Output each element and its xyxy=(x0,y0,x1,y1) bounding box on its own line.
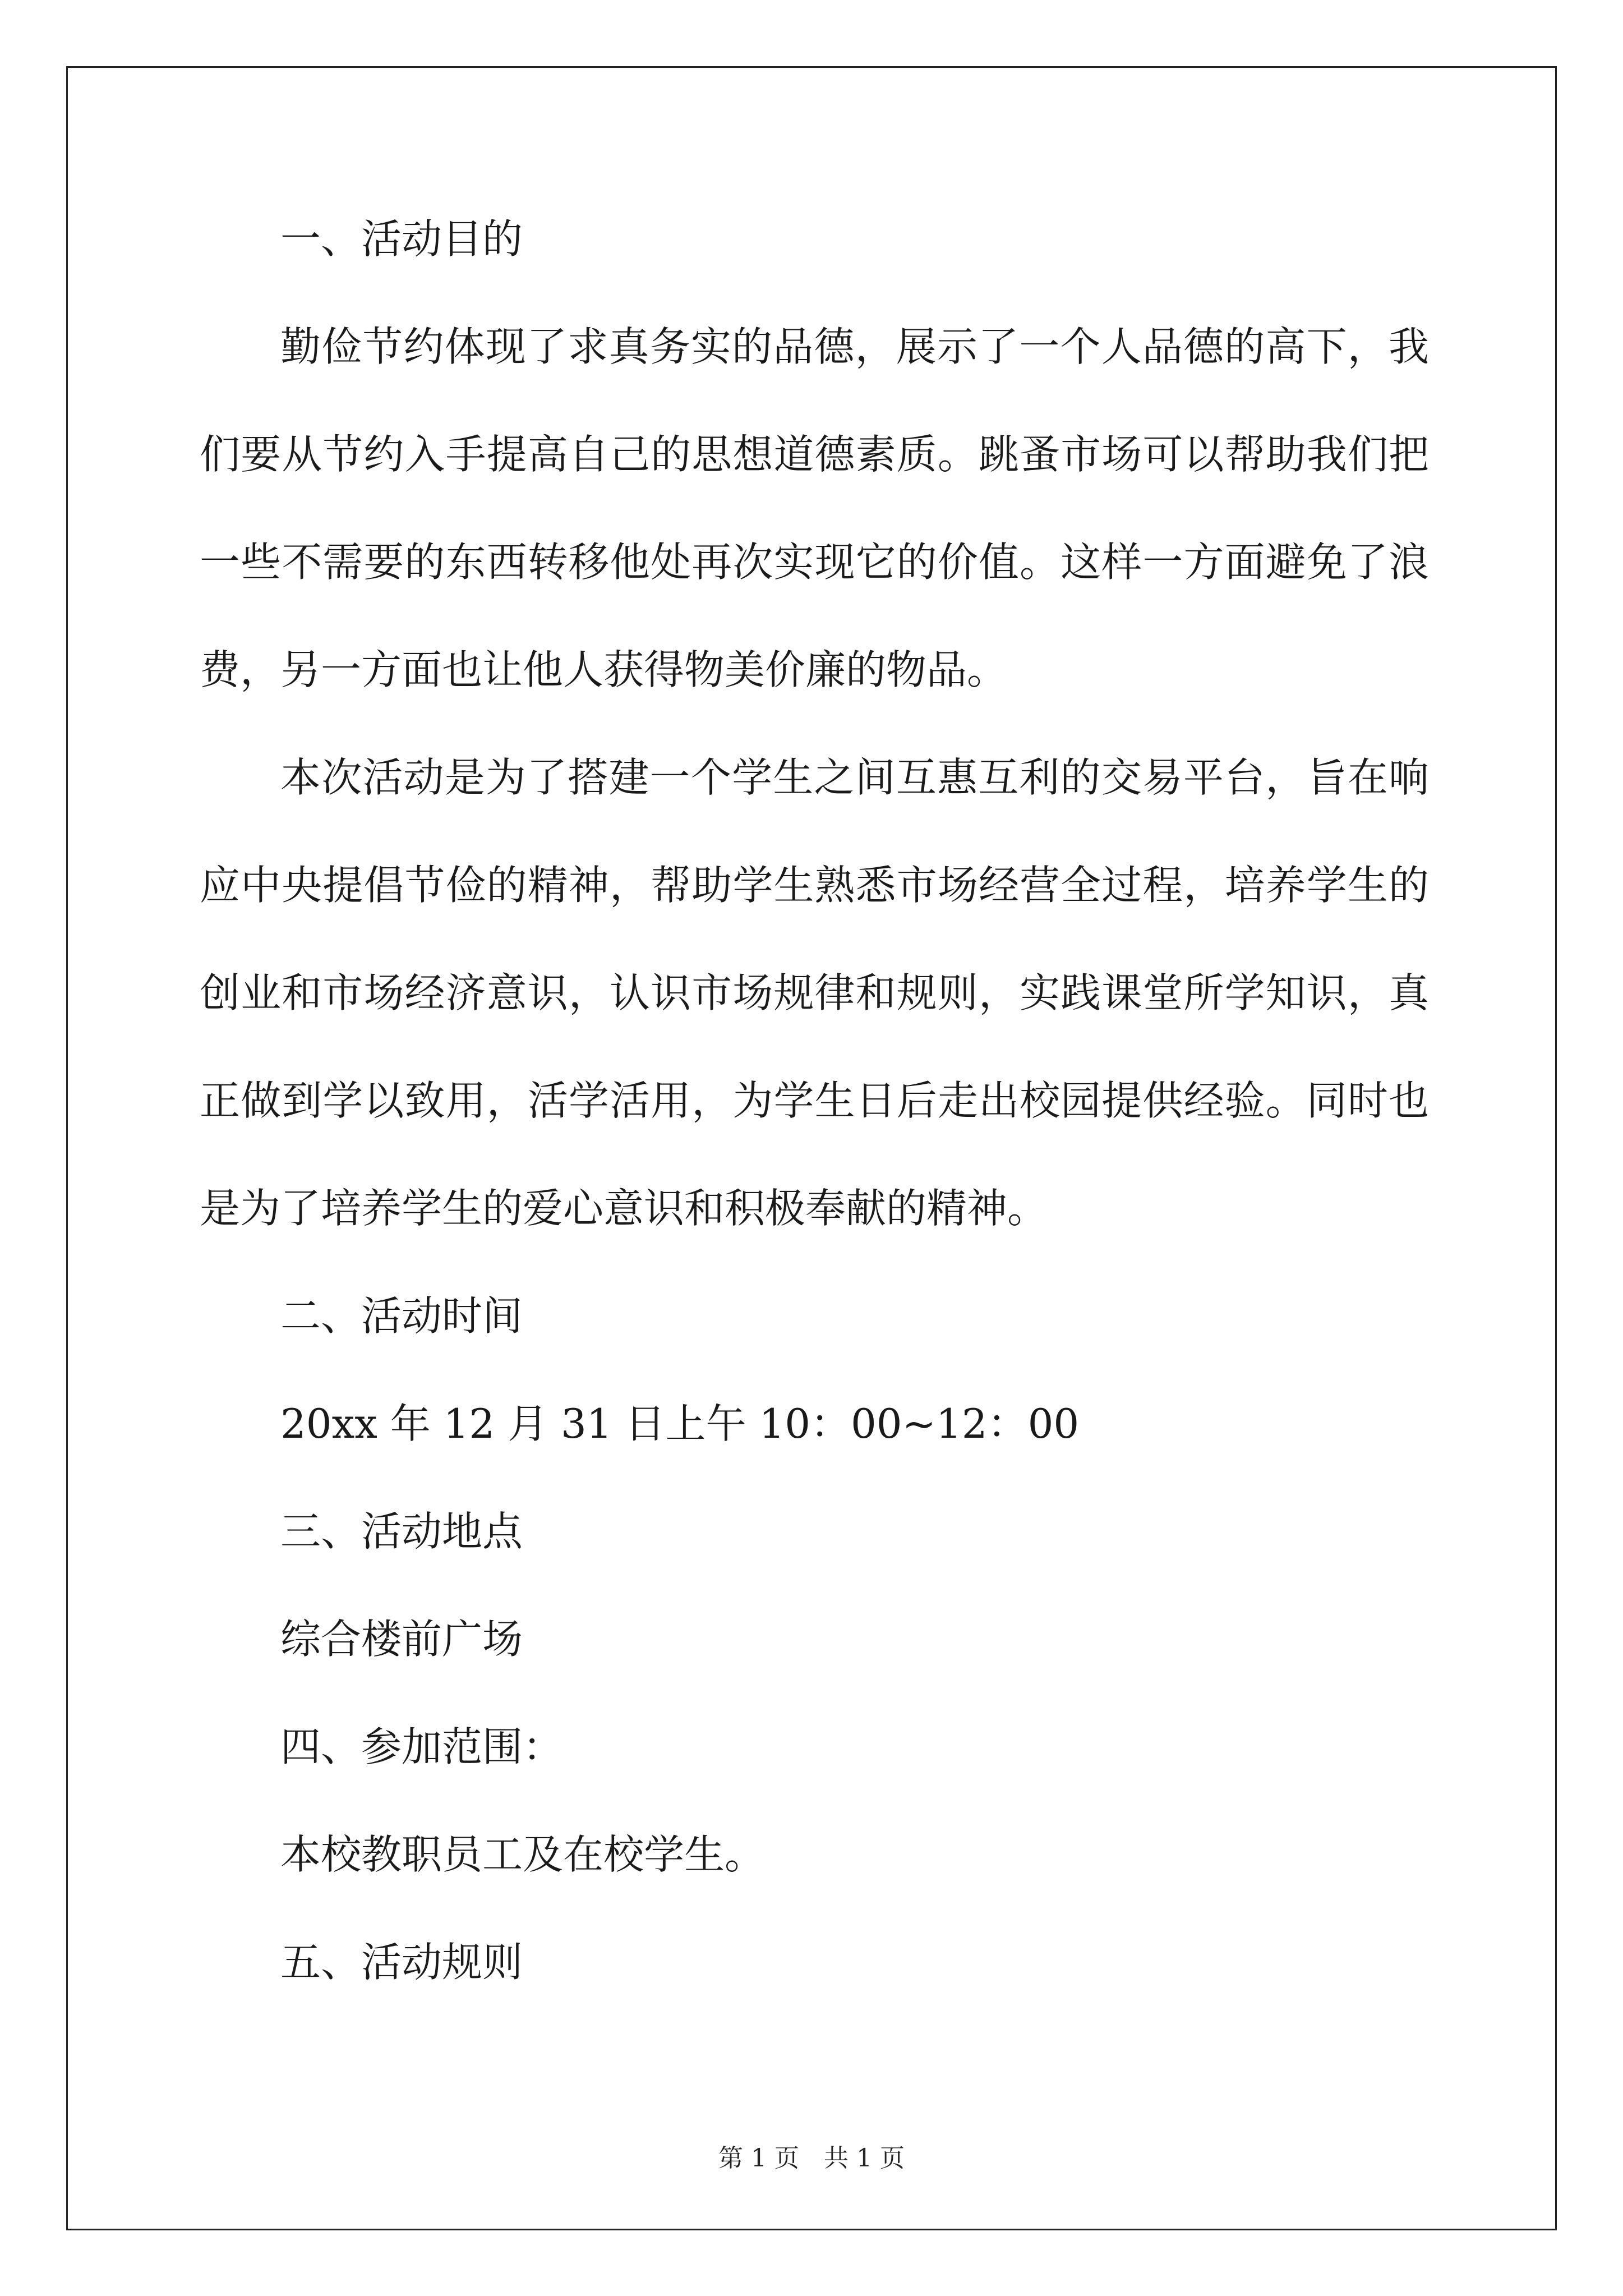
text-line: 们要从节约入手提高自己的思想道德素质。跳蚤市场可以帮助我们把 xyxy=(200,431,1429,478)
text-line: 费，另一方面也让他人获得物美价廉的物品。 xyxy=(200,646,1008,693)
section-heading-time: 二、活动时间 xyxy=(280,1292,523,1340)
activity-location-text: 综合楼前广场 xyxy=(280,1616,523,1663)
activity-time-text: 20xx 年 12 月 31 日上午 10：00~12：00 xyxy=(280,1400,1080,1447)
participation-scope-text: 本校教职员工及在校学生。 xyxy=(280,1831,766,1878)
section-heading-purpose: 一、活动目的 xyxy=(280,215,523,263)
text-line: 创业和市场经济意识，认识市场规律和规则，实践课堂所学知识，真 xyxy=(200,969,1429,1016)
text-line: 应中央提倡节俭的精神，帮助学生熟悉市场经营全过程，培养学生的 xyxy=(200,862,1429,909)
document-body xyxy=(200,212,1429,2043)
text-line: 勤俭节约体现了求真务实的品德，展示了一个人品德的高下，我 xyxy=(280,323,1429,370)
text-line: 正做到学以致用，活学活用，为学生日后走出校园提供经验。同时也 xyxy=(200,1077,1429,1124)
section-heading-location: 三、活动地点 xyxy=(280,1508,523,1555)
text-line: 一些不需要的东西转移他处再次实现它的价值。这样一方面避免了浪 xyxy=(200,539,1429,586)
page-number-footer: 第 1 页 共 1 页 xyxy=(718,2144,905,2173)
text-line: 是为了培养学生的爱心意识和积极奉献的精神。 xyxy=(200,1185,1048,1232)
section-heading-rules: 五、活动规则 xyxy=(280,1939,523,1986)
section-heading-scope: 四、参加范围： xyxy=(280,1723,564,1770)
text-line: 本次活动是为了搭建一个学生之间互惠互利的交易平台，旨在响 xyxy=(280,754,1429,801)
paragraph-purpose-2 xyxy=(200,751,1429,1235)
paragraph-purpose-1 xyxy=(200,320,1429,697)
